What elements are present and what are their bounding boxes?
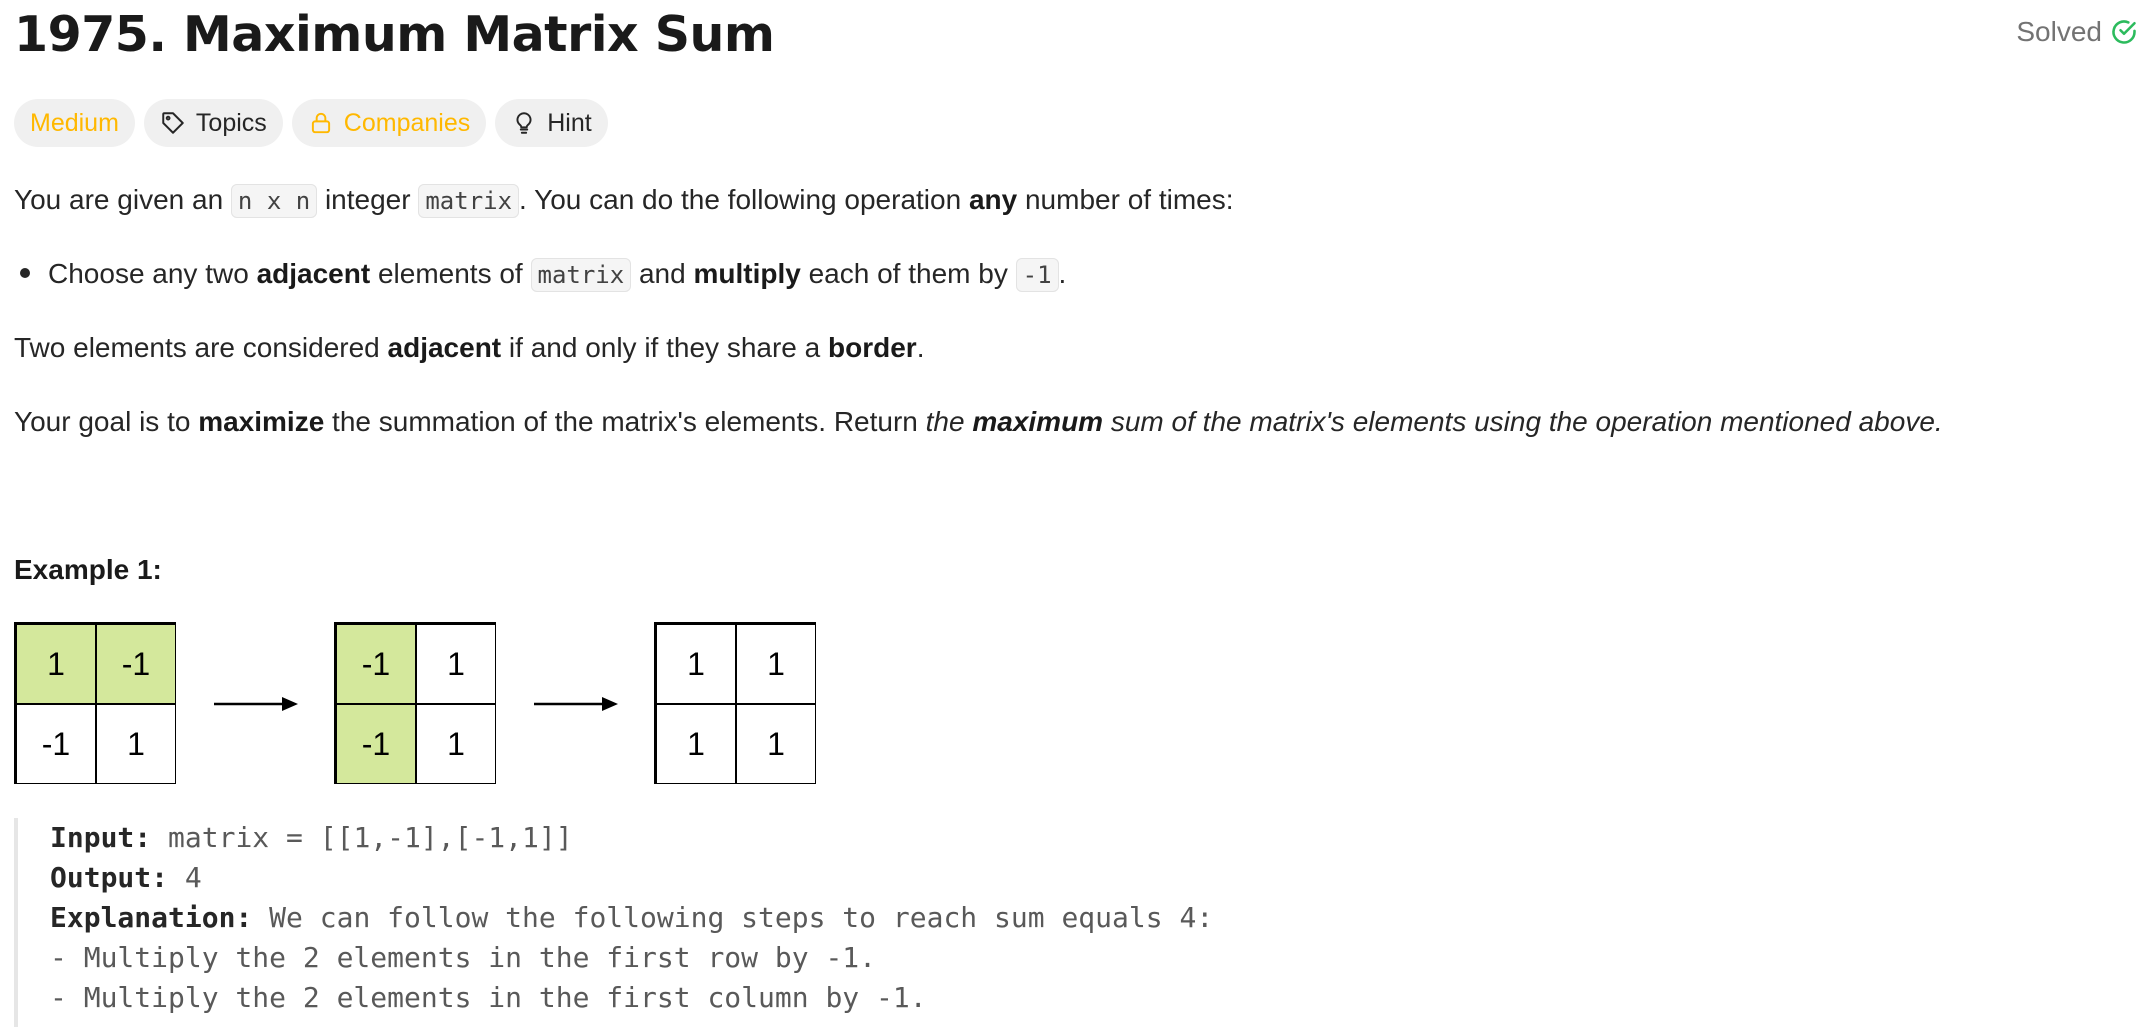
hint-label: Hint	[547, 108, 592, 137]
matrix-cell: 1	[736, 704, 816, 784]
text: the summation of the matrix's elements. Return	[324, 406, 926, 437]
topics-button[interactable]	[144, 99, 283, 147]
text: You are given an	[14, 184, 231, 215]
example-io-block	[14, 818, 1414, 1027]
explanation-label: Explanation:	[50, 901, 253, 934]
matrix-grid	[654, 622, 816, 784]
text: sum of the matrix's elements using the operation mentioned above.	[1103, 406, 1943, 437]
text: .	[1058, 258, 1067, 289]
text: the	[925, 406, 973, 437]
matrix-grid	[334, 622, 496, 784]
bullet-dot	[20, 268, 30, 278]
matrix-cell: -1	[336, 624, 416, 704]
text: number of times:	[1017, 184, 1234, 215]
matrix-grid	[14, 622, 176, 784]
example-title: Example 1:	[14, 554, 162, 585]
text: .	[916, 332, 925, 363]
text: . You can do the following operation	[519, 184, 969, 215]
solved-status	[2016, 16, 2138, 48]
explanation-line	[50, 898, 1414, 938]
matrix-cell: 1	[656, 624, 736, 704]
bold-text: any	[968, 184, 1018, 215]
text: integer	[317, 184, 419, 215]
arrow-right-icon	[214, 692, 298, 716]
difficulty-badge[interactable]	[14, 99, 135, 147]
explanation-step: - Multiply the 2 elements in the first column by -1.	[50, 981, 927, 1014]
tag-icon	[160, 110, 186, 136]
bold-text: adjacent	[256, 258, 371, 289]
matrix-cell: 1	[416, 704, 496, 784]
inline-code: -1	[1016, 258, 1059, 292]
solved-label: Solved	[2016, 16, 2102, 47]
description-paragraph-2	[14, 328, 924, 368]
explanation-step: - Multiply the 2 elements in the first row by -1.	[50, 941, 877, 974]
description-paragraph-3	[14, 402, 1943, 442]
italic-text	[926, 406, 1943, 437]
text: Your goal is to	[14, 406, 199, 437]
arrow-right-icon	[534, 692, 618, 716]
inline-code: matrix	[418, 184, 519, 218]
companies-button[interactable]	[292, 99, 486, 147]
matrix-cell: -1	[96, 624, 176, 704]
output-label: Output:	[50, 861, 169, 894]
bold-text: multiply	[693, 258, 801, 289]
text: Choose any two	[48, 258, 257, 289]
inline-code: n x n	[231, 184, 317, 218]
input-label: Input:	[50, 821, 152, 854]
text: Two elements are considered	[14, 332, 388, 363]
bold-text: maximize	[198, 406, 325, 437]
matrix-cell: 1	[16, 624, 96, 704]
bold-text: adjacent	[387, 332, 502, 363]
problem-title: 1975. Maximum Matrix Sum	[14, 6, 775, 63]
bold-text: border	[828, 332, 917, 363]
input-line	[50, 818, 1414, 858]
lock-icon	[308, 110, 334, 136]
tag-bar	[14, 99, 608, 147]
matrix-cell: 1	[96, 704, 176, 784]
bullet-item	[14, 254, 1066, 295]
description-paragraph-1	[14, 180, 1234, 221]
text: elements of	[370, 258, 531, 289]
matrix-cell: 1	[736, 624, 816, 704]
matrix-cell: -1	[336, 704, 416, 784]
output-line	[50, 858, 1414, 898]
output-value: 4	[168, 861, 202, 894]
text: if and only if they share a	[501, 332, 828, 363]
text: each of them by	[800, 258, 1016, 289]
bold-text: maximum	[972, 406, 1104, 437]
matrix-cell: 1	[416, 624, 496, 704]
topics-label: Topics	[195, 108, 267, 137]
difficulty-label: Medium	[30, 108, 119, 137]
explanation-value: We can follow the following steps to reach sum equals 4:	[252, 901, 1214, 934]
check-circle-icon	[2110, 18, 2138, 46]
hint-button[interactable]	[495, 99, 607, 147]
text: and	[631, 258, 694, 289]
inline-code: matrix	[531, 258, 632, 292]
companies-label: Companies	[343, 108, 471, 137]
input-value: matrix = [[1,-1],[-1,1]]	[151, 821, 573, 854]
matrix-cell: -1	[16, 704, 96, 784]
lightbulb-icon	[511, 110, 537, 136]
matrix-cell: 1	[656, 704, 736, 784]
